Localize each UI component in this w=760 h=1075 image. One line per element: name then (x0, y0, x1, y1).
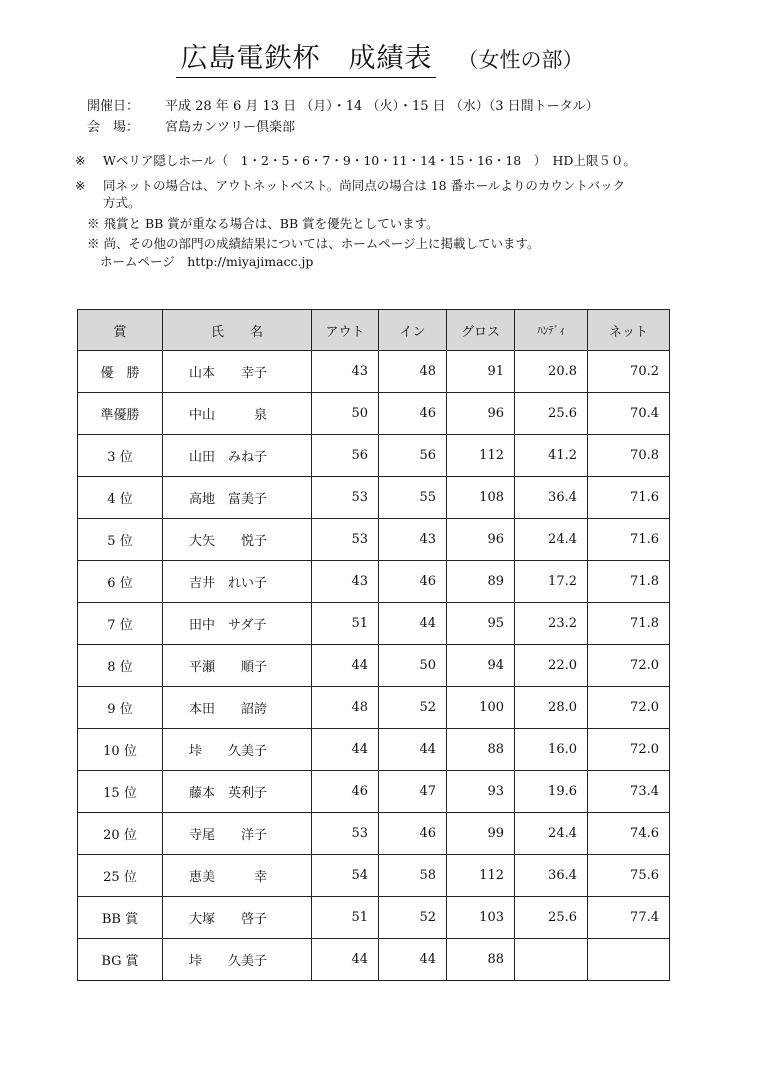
out-cell: 54 (312, 855, 379, 897)
handicap-cell: 24.4 (515, 813, 588, 855)
prize-cell: 6 位 (78, 561, 163, 603)
column-header-name: 氏 名 (163, 310, 312, 351)
handicap-cell: 36.4 (515, 855, 588, 897)
in-cell: 50 (379, 645, 447, 687)
gross-cell: 89 (447, 561, 515, 603)
out-cell: 56 (312, 435, 379, 477)
handicap-cell: 22.0 (515, 645, 588, 687)
column-header-prize: 賞 (78, 310, 163, 351)
event-venue (87, 116, 295, 135)
prize-cell: BG 賞 (78, 939, 163, 981)
table-row (78, 939, 670, 981)
in-cell: 44 (379, 603, 447, 645)
out-cell: 44 (312, 939, 379, 981)
name-cell: 山田 みね子 (163, 435, 312, 477)
in-cell: 46 (379, 561, 447, 603)
column-header-net: ネット (588, 310, 670, 351)
handicap-cell: 23.2 (515, 603, 588, 645)
net-cell: 77.4 (588, 897, 670, 939)
handicap-cell (515, 939, 588, 981)
out-cell: 48 (312, 687, 379, 729)
out-cell: 53 (312, 519, 379, 561)
prize-cell: 5 位 (78, 519, 163, 561)
gross-cell: 95 (447, 603, 515, 645)
out-cell: 51 (312, 603, 379, 645)
name-cell: 山本 幸子 (163, 351, 312, 393)
column-header-in: イン (379, 310, 447, 351)
net-cell: 75.6 (588, 855, 670, 897)
out-cell: 50 (312, 393, 379, 435)
table-row (78, 393, 670, 435)
gross-cell: 91 (447, 351, 515, 393)
table-row (78, 771, 670, 813)
name-cell: 大矢 悦子 (163, 519, 312, 561)
in-cell: 43 (379, 519, 447, 561)
gross-cell: 88 (447, 729, 515, 771)
handicap-cell: 19.6 (515, 771, 588, 813)
net-cell: 70.8 (588, 435, 670, 477)
event-date (87, 95, 599, 114)
handicap-cell: 24.4 (515, 519, 588, 561)
net-cell: 70.4 (588, 393, 670, 435)
table-row (78, 729, 670, 771)
page-subtitle: （女性の部） (457, 48, 584, 72)
out-cell: 53 (312, 813, 379, 855)
name-cell: 本田 詔誇 (163, 687, 312, 729)
event-date-value: 平成 28 年 6 月 13 日 （月）・14 （火）・15 日 （水）（3 日間トータル） (165, 99, 599, 114)
table-row (78, 687, 670, 729)
table-row (78, 435, 670, 477)
gross-cell: 108 (447, 477, 515, 519)
in-cell: 52 (379, 897, 447, 939)
note-handicap: Wペリア隠しホール（ 1・2・5・6・7・9・10・11・14・15・16・18 ） HD上限５０。 (103, 153, 636, 168)
out-cell: 51 (312, 897, 379, 939)
handicap-cell: 20.8 (515, 351, 588, 393)
net-cell: 70.2 (588, 351, 670, 393)
column-header-handicap: ﾊﾝﾃﾞｨ (515, 310, 588, 351)
table-row (78, 855, 670, 897)
prize-cell: 25 位 (78, 855, 163, 897)
prize-cell: 20 位 (78, 813, 163, 855)
handicap-cell: 36.4 (515, 477, 588, 519)
table-row (78, 603, 670, 645)
prize-cell: 3 位 (78, 435, 163, 477)
name-cell: 垰 久美子 (163, 729, 312, 771)
name-cell: 寺尾 洋子 (163, 813, 312, 855)
gross-cell: 112 (447, 435, 515, 477)
prize-cell: 15 位 (78, 771, 163, 813)
out-cell: 43 (312, 561, 379, 603)
table-header-row (78, 310, 670, 351)
gross-cell: 93 (447, 771, 515, 813)
out-cell: 53 (312, 477, 379, 519)
name-cell: 藤本 英利子 (163, 771, 312, 813)
net-cell: 71.6 (588, 519, 670, 561)
note-mark: ※ (75, 153, 86, 168)
net-cell: 74.6 (588, 813, 670, 855)
table-row (78, 351, 670, 393)
name-cell: 田中 サダ子 (163, 603, 312, 645)
page-title-row (0, 36, 760, 78)
page-title: 広島電鉄杯 成績表 (176, 36, 436, 78)
net-cell (588, 939, 670, 981)
in-cell: 46 (379, 813, 447, 855)
prize-cell: 準優勝 (78, 393, 163, 435)
handicap-cell: 41.2 (515, 435, 588, 477)
prize-cell: 10 位 (78, 729, 163, 771)
net-cell: 72.0 (588, 645, 670, 687)
gross-cell: 112 (447, 855, 515, 897)
net-cell: 72.0 (588, 729, 670, 771)
in-cell: 58 (379, 855, 447, 897)
in-cell: 44 (379, 939, 447, 981)
in-cell: 48 (379, 351, 447, 393)
in-cell: 47 (379, 771, 447, 813)
prize-cell: 4 位 (78, 477, 163, 519)
in-cell: 55 (379, 477, 447, 519)
event-venue-value: 宮島カンツリー倶楽部 (165, 120, 296, 135)
prize-cell: 7 位 (78, 603, 163, 645)
out-cell: 44 (312, 729, 379, 771)
name-cell: 大塚 啓子 (163, 897, 312, 939)
gross-cell: 100 (447, 687, 515, 729)
prize-cell: 優 勝 (78, 351, 163, 393)
handicap-cell: 17.2 (515, 561, 588, 603)
gross-cell: 96 (447, 519, 515, 561)
out-cell: 46 (312, 771, 379, 813)
out-cell: 43 (312, 351, 379, 393)
gross-cell: 99 (447, 813, 515, 855)
net-cell: 71.8 (588, 561, 670, 603)
handicap-cell: 16.0 (515, 729, 588, 771)
table-row (78, 477, 670, 519)
gross-cell: 103 (447, 897, 515, 939)
name-cell: 吉井 れい子 (163, 561, 312, 603)
net-cell: 71.8 (588, 603, 670, 645)
out-cell: 44 (312, 645, 379, 687)
event-venue-label: 会 場： (87, 120, 140, 135)
column-header-gross: グロス (447, 310, 515, 351)
handicap-cell: 25.6 (515, 897, 588, 939)
results-table (77, 309, 670, 981)
net-cell: 71.6 (588, 477, 670, 519)
table-row (78, 897, 670, 939)
gross-cell: 96 (447, 393, 515, 435)
net-cell: 73.4 (588, 771, 670, 813)
table-row (78, 813, 670, 855)
event-date-label: 開催日： (87, 99, 140, 114)
note-other-results: ※ 尚、その他の部門の成績結果については、ホームページ上に掲載しています。 (87, 236, 540, 251)
table-row (78, 645, 670, 687)
note-tiebreak-cont: 方式。 (103, 195, 141, 210)
table-row (78, 561, 670, 603)
name-cell: 平瀬 順子 (163, 645, 312, 687)
name-cell: 高地 富美子 (163, 477, 312, 519)
gross-cell: 94 (447, 645, 515, 687)
handicap-cell: 28.0 (515, 687, 588, 729)
in-cell: 44 (379, 729, 447, 771)
note-homepage: ホームページ http://miyajimacc.jp (100, 254, 314, 269)
gross-cell: 88 (447, 939, 515, 981)
net-cell: 72.0 (588, 687, 670, 729)
in-cell: 46 (379, 393, 447, 435)
column-header-out: アウト (312, 310, 379, 351)
prize-cell: BB 賞 (78, 897, 163, 939)
name-cell: 中山 泉 (163, 393, 312, 435)
name-cell: 垰 久美子 (163, 939, 312, 981)
name-cell: 恵美 幸 (163, 855, 312, 897)
note-tiebreak: 同ネットの場合は、アウトネットベスト。尚同点の場合は 18 番ホールよりのカウントバック (103, 178, 626, 193)
table-row (78, 519, 670, 561)
prize-cell: 8 位 (78, 645, 163, 687)
handicap-cell: 25.6 (515, 393, 588, 435)
prize-cell: 9 位 (78, 687, 163, 729)
in-cell: 52 (379, 687, 447, 729)
in-cell: 56 (379, 435, 447, 477)
note-mark: ※ (75, 178, 86, 193)
note-prize-overlap: ※ 飛賞と BB 賞が重なる場合は、BB 賞を優先としています。 (87, 216, 439, 231)
